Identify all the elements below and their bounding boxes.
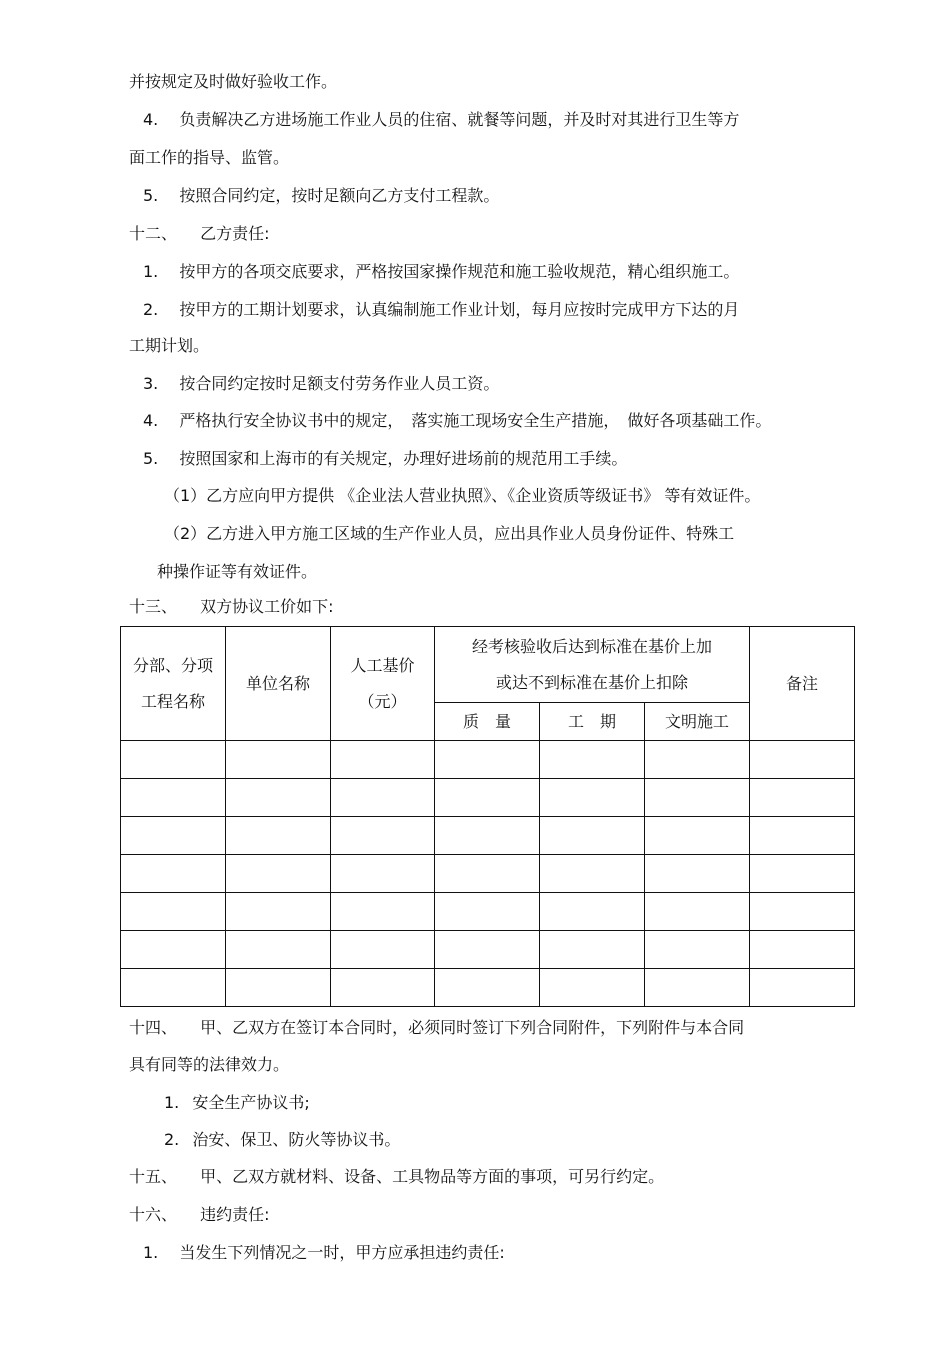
table-cell [750,741,855,779]
table-row [121,969,855,1007]
paragraph-line: 种操作证等有效证件。 [157,562,318,581]
price-table [120,626,855,1007]
table-cell [226,931,331,969]
list-item [143,1243,505,1263]
list-number: 1. [143,1243,159,1262]
table-cell [121,931,226,969]
section-heading [129,597,334,617]
table-cell [435,817,540,855]
list-item [143,262,739,282]
header-cell-schedule: 工 期 [540,703,645,741]
table-cell [331,931,435,969]
paragraph-line: 工期计划。 [129,336,210,355]
list-number: 1. [164,1093,180,1112]
table-cell [645,855,750,893]
list-text: 负责解决乙方进场施工作业人员的住宿、就餐等问题，并及时对其进行卫生等方 [179,110,740,129]
table-cell [121,893,226,931]
section-title: 甲、乙双方在签订本合同时，必须同时签订下列合同附件，下列附件与本合同 [200,1018,745,1037]
table-row [121,855,855,893]
header-text: （元） [358,691,407,711]
table-cell [645,893,750,931]
section-title: 甲、乙双方就材料、设备、工具物品等方面的事项，可另行约定。 [200,1167,665,1186]
table-cell [540,855,645,893]
table-cell [645,779,750,817]
table-cell [331,817,435,855]
header-cell-remarks: 备注 [750,627,855,741]
table-cell [226,779,331,817]
list-item [164,1093,310,1113]
table-cell [540,931,645,969]
table-cell [645,931,750,969]
table-cell [226,817,331,855]
header-cell-item-name [121,627,226,741]
table-cell [435,779,540,817]
table-cell [645,741,750,779]
header-text: 工程名称 [140,691,205,711]
list-text: 治安、保卫、防火等协议书。 [192,1130,401,1149]
section-heading [129,224,270,244]
list-number: 5. [143,186,159,205]
table-cell [226,969,331,1007]
table-cell [226,855,331,893]
table-cell [435,741,540,779]
table-body [121,741,855,1007]
table-cell [645,817,750,855]
list-text: 按甲方的工期计划要求，认真编制施工作业计划，每月应按时完成甲方下达的月 [179,300,740,319]
table-row [121,931,855,969]
section-heading [129,1018,744,1038]
header-text: 经考核验收后达到标准在基价上加 [472,636,713,656]
sub-item: （2）乙方进入甲方施工区域的生产作业人员，应出具作业人员身份证件、特殊工 [164,524,735,543]
section-heading [129,1205,270,1225]
section-heading [129,1167,664,1187]
list-text: 当发生下列情况之一时，甲方应承担违约责任: [179,1243,505,1262]
list-number: 1. [143,262,159,281]
table-row [121,893,855,931]
list-item [143,110,739,130]
header-cell-unit-name: 单位名称 [226,627,331,741]
section-number: 十六、 [129,1205,178,1224]
section-number: 十四、 [129,1018,178,1037]
sub-item: （1）乙方应向甲方提供 《企业法人营业执照》、《企业资质等级证书》 等有效证件。 [164,486,761,505]
table-cell [331,893,435,931]
table-cell [331,855,435,893]
list-item [143,300,739,320]
list-item [143,449,627,469]
table-cell [540,817,645,855]
table-cell [435,893,540,931]
table-cell [121,969,226,1007]
list-number: 4. [143,411,159,430]
paragraph-line: 面工作的指导、监管。 [129,148,290,167]
table-cell [121,741,226,779]
table-cell [540,741,645,779]
list-number: 2. [164,1130,180,1149]
table-cell [750,931,855,969]
table-cell [121,779,226,817]
header-text: 分部、分项 [132,655,213,675]
section-title: 乙方责任: [200,224,270,243]
section-number: 十五、 [129,1167,178,1186]
table-cell [750,893,855,931]
list-number: 5. [143,449,159,468]
section-title: 双方协议工价如下: [200,597,334,616]
table-cell [750,779,855,817]
table-cell [645,969,750,1007]
table-cell [121,817,226,855]
table-cell [540,779,645,817]
header-text: 人工基价 [350,655,415,675]
list-text: 按照国家和上海市的有关规定，办理好进场前的规范用工手续。 [179,449,628,468]
paragraph-line: 具有同等的法律效力。 [129,1055,290,1074]
section-title: 违约责任: [200,1205,270,1224]
header-cell-quality: 质 量 [435,703,540,741]
table-row [121,741,855,779]
table-row [121,817,855,855]
section-number: 十三、 [129,597,178,616]
table-cell [226,741,331,779]
table-cell [331,969,435,1007]
list-number: 4. [143,110,159,129]
list-text: 按照合同约定，按时足额向乙方支付工程款。 [179,186,500,205]
list-text: 按合同约定按时足额支付劳务作业人员工资。 [179,374,500,393]
list-text: 严格执行安全协议书中的规定， 落实施工现场安全生产措施， 做好各项基础工作。 [179,411,772,430]
list-number: 3. [143,374,159,393]
table-cell [750,855,855,893]
paragraph-line: 并按规定及时做好验收工作。 [129,72,338,91]
list-item [143,186,499,206]
table-cell [750,817,855,855]
table-cell [331,779,435,817]
table-cell [331,741,435,779]
table-cell [435,931,540,969]
list-item [143,374,499,394]
header-cell-adjustment [435,627,750,703]
list-number: 2. [143,300,159,319]
list-item [143,411,771,431]
section-number: 十二、 [129,224,178,243]
list-item [164,1130,400,1150]
table-cell [540,969,645,1007]
table-cell [226,893,331,931]
table-cell [121,855,226,893]
table-cell [435,969,540,1007]
table-cell [435,855,540,893]
list-text: 按甲方的各项交底要求，严格按国家操作规范和施工验收规范，精心组织施工。 [179,262,740,281]
header-cell-civilized: 文明施工 [645,703,750,741]
table-cell [540,893,645,931]
table-row [121,779,855,817]
table-cell [750,969,855,1007]
list-text: 安全生产协议书; [192,1093,310,1112]
header-cell-base-price [331,627,435,741]
header-text: 或达不到标准在基价上扣除 [496,672,689,692]
